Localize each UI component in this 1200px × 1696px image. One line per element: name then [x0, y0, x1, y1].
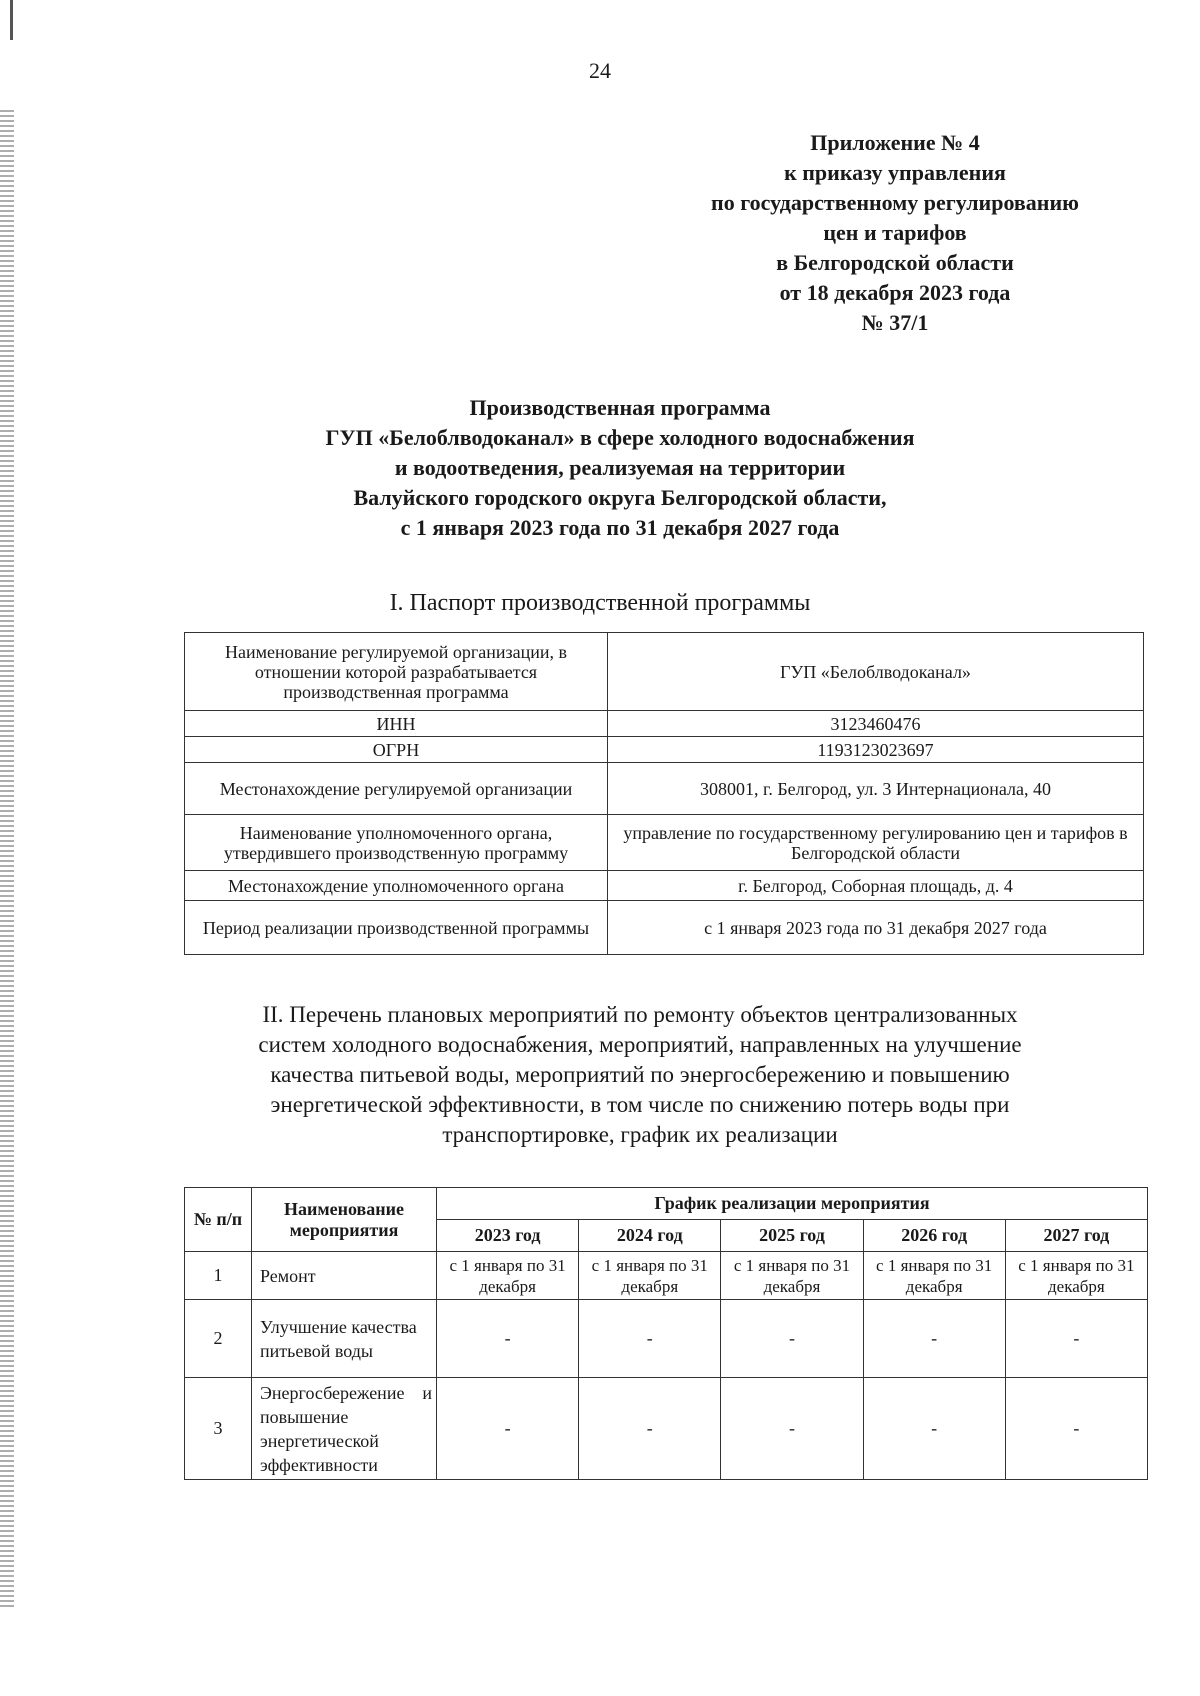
section2-title-line: транспортировке, график их реализации	[442, 1122, 838, 1147]
passport-label: Местонахождение уполномоченного органа	[185, 871, 608, 901]
table-row	[185, 901, 1144, 955]
passport-label: ОГРН	[185, 737, 608, 763]
schedule-cell: с 1 января по 31 декабря	[437, 1252, 579, 1300]
passport-label: Местонахождение регулируемой организации	[185, 763, 608, 815]
schedule-cell: -	[579, 1300, 721, 1378]
table-row	[185, 763, 1144, 815]
table-row	[185, 871, 1144, 901]
scan-edge	[0, 110, 14, 1610]
passport-value: 3123460476	[608, 711, 1144, 737]
schedule-cell: -	[1005, 1300, 1147, 1378]
schedule-cell: -	[863, 1300, 1005, 1378]
program-title-line: и водоотведения, реализуемая на территории	[394, 455, 846, 480]
header-year: 2027 год	[1005, 1220, 1147, 1252]
schedule-cell: с 1 января по 31 декабря	[1005, 1252, 1147, 1300]
header-year: 2025 год	[721, 1220, 863, 1252]
schedule-cell: -	[437, 1378, 579, 1480]
schedule-cell: -	[437, 1300, 579, 1378]
row-name: Улучшение качества питьевой воды	[252, 1300, 437, 1378]
appendix-line: № 37/1	[861, 310, 929, 335]
passport-label: Наименование регулируемой организации, в отношении которой разрабатывается производственная программа	[185, 633, 608, 711]
row-num: 1	[185, 1252, 252, 1300]
header-year: 2024 год	[579, 1220, 721, 1252]
table-row	[185, 737, 1144, 763]
schedule-cell: -	[1005, 1378, 1147, 1480]
passport-value: ГУП «Белоблводоканал»	[608, 633, 1144, 711]
schedule-cell: -	[863, 1378, 1005, 1480]
page-number: 24	[589, 58, 611, 83]
row-num: 2	[185, 1300, 252, 1378]
table-row	[185, 1378, 1148, 1480]
appendix-line: в Белгородской области	[776, 250, 1014, 275]
appendix-line: от 18 декабря 2023 года	[779, 280, 1011, 305]
section2-title	[200, 1000, 1080, 1150]
passport-label: ИНН	[185, 711, 608, 737]
passport-label: Период реализации производственной программы	[185, 901, 608, 955]
appendix-line: по государственному регулированию	[711, 190, 1079, 215]
row-name: Энергосбережение и повышение энергетической эффективности	[252, 1378, 437, 1480]
scan-edge-mark	[10, 0, 13, 40]
table-row	[185, 815, 1144, 871]
table-header-row	[185, 1188, 1148, 1220]
appendix-line: к приказу управления	[784, 160, 1006, 185]
table-row	[185, 711, 1144, 737]
appendix-line: Приложение № 4	[810, 130, 980, 155]
section2-title-line: систем холодного водоснабжения, мероприятий, направленных на улучшение	[258, 1032, 1022, 1057]
row-num: 3	[185, 1378, 252, 1480]
program-title-line: с 1 января 2023 года по 31 декабря 2027 года	[400, 515, 840, 540]
header-year: 2023 год	[437, 1220, 579, 1252]
header-year: 2026 год	[863, 1220, 1005, 1252]
schedule-cell: с 1 января по 31 декабря	[579, 1252, 721, 1300]
passport-value: г. Белгород, Соборная площадь, д. 4	[608, 871, 1144, 901]
passport-value: управление по государственному регулированию цен и тарифов в Белгородской области	[608, 815, 1144, 871]
header-schedule: График реализации мероприятия	[437, 1188, 1148, 1220]
program-title-line: Производственная программа	[469, 395, 771, 420]
program-title-line: Валуйского городского округа Белгородской области,	[353, 485, 887, 510]
row-name: Ремонт	[252, 1252, 437, 1300]
passport-value: с 1 января 2023 года по 31 декабря 2027 года	[608, 901, 1144, 955]
passport-value: 308001, г. Белгород, ул. 3 Интернационала, 40	[608, 763, 1144, 815]
section2-title-line: качества питьевой воды, мероприятий по энергосбережению и повышению	[270, 1062, 1010, 1087]
passport-table	[184, 632, 1144, 955]
section2-title-line: энергетической эффективности, в том числе по снижению потерь воды при	[270, 1092, 1010, 1117]
table-row	[185, 633, 1144, 711]
header-num: № п/п	[185, 1188, 252, 1252]
schedule-cell: с 1 января по 31 декабря	[863, 1252, 1005, 1300]
table-row	[185, 1252, 1148, 1300]
passport-label: Наименование уполномоченного органа, утвердившего производственную программу	[185, 815, 608, 871]
passport-value: 1193123023697	[608, 737, 1144, 763]
schedule-cell: -	[721, 1300, 863, 1378]
schedule-cell: с 1 января по 31 декабря	[721, 1252, 863, 1300]
events-table	[184, 1187, 1148, 1480]
table-row	[185, 1300, 1148, 1378]
program-title-line: ГУП «Белоблводоканал» в сфере холодного водоснабжения	[325, 425, 915, 450]
section2-title-line: II. Перечень плановых мероприятий по ремонту объектов централизованных	[262, 1002, 1018, 1027]
appendix-header	[640, 128, 1150, 338]
program-title	[200, 393, 1040, 543]
appendix-line: цен и тарифов	[823, 220, 967, 245]
schedule-cell: -	[579, 1378, 721, 1480]
section1-title: I. Паспорт производственной программы	[389, 590, 811, 616]
header-name: Наименование мероприятия	[252, 1188, 437, 1252]
schedule-cell: -	[721, 1378, 863, 1480]
